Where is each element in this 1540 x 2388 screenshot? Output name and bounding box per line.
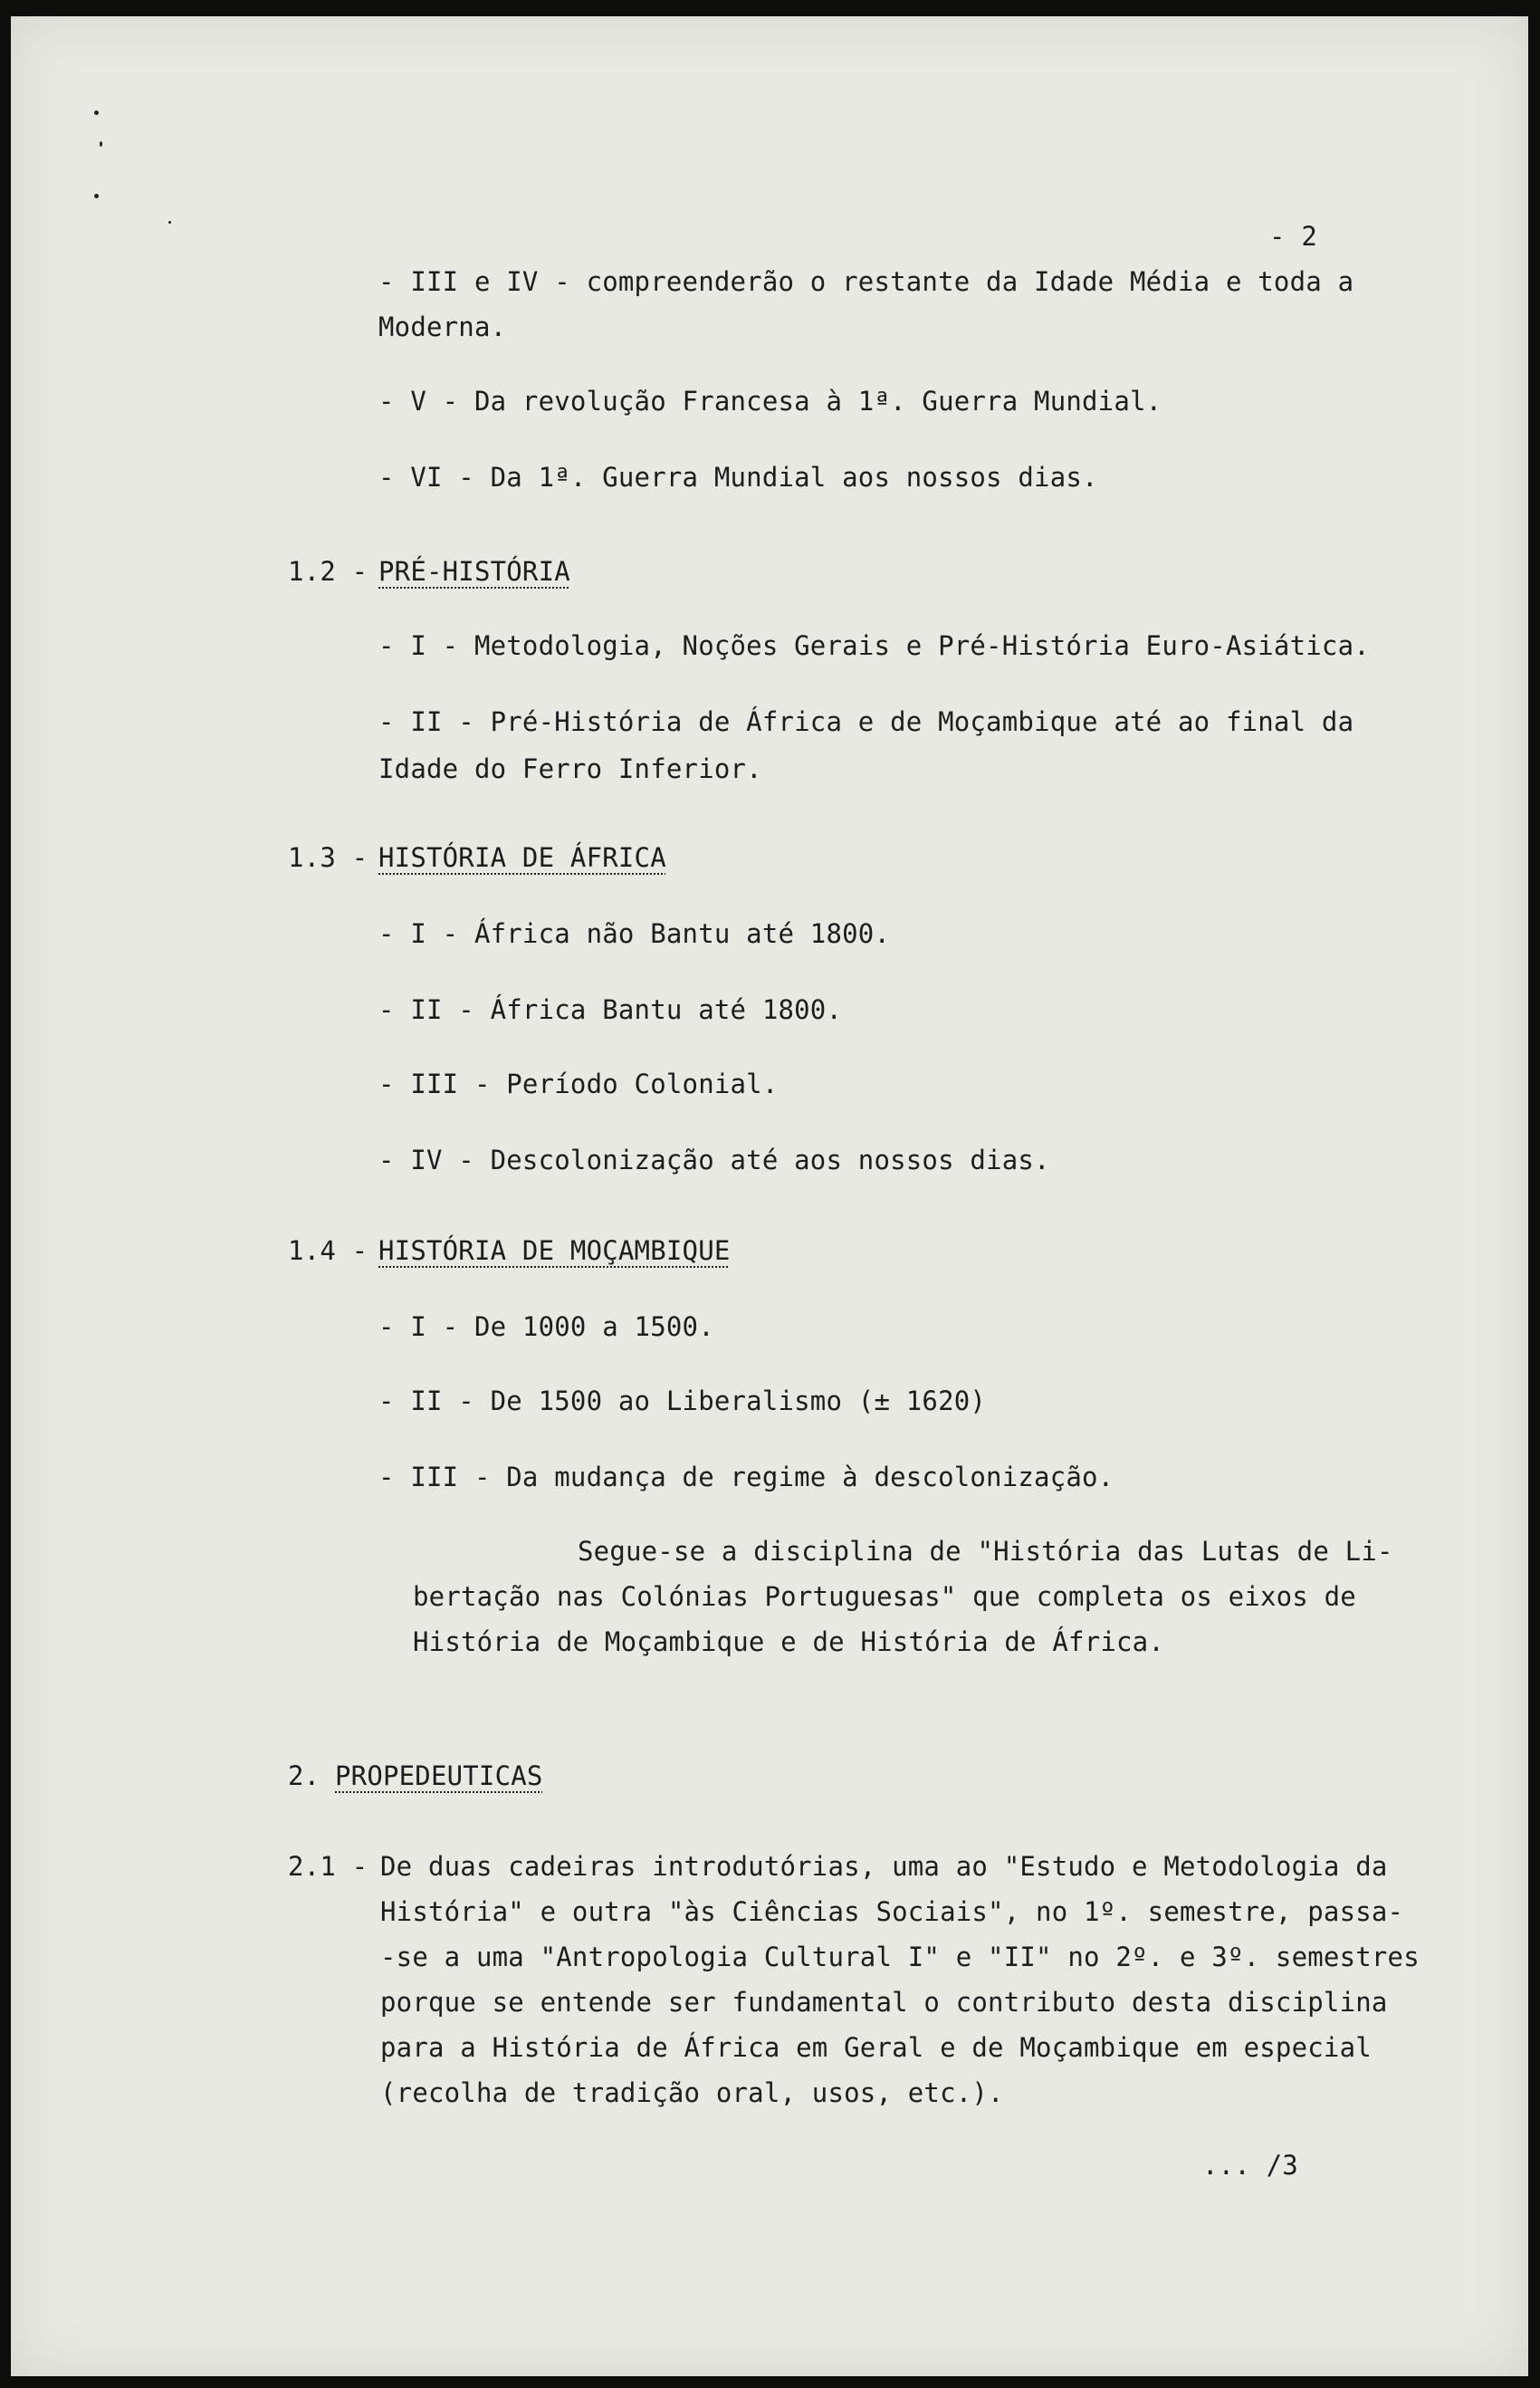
list-item: - II - De 1500 ao Liberalismo (± 1620): [378, 1386, 987, 1416]
list-item: - III - Período Colonial.: [378, 1069, 779, 1099]
paragraph-line: -se a uma "Antropologia Cultural I" e "II" no 2º. e 3º. semestres: [380, 1942, 1420, 1972]
paragraph-line: (recolha de tradição oral, usos, etc.).: [380, 2077, 1004, 2108]
page-number: - 2: [1269, 221, 1317, 252]
section-heading: HISTÓRIA DE ÁFRICA: [378, 842, 666, 873]
paragraph-line: Segue-se a disciplina de "História das Lutas de Li-: [578, 1536, 1393, 1567]
section-heading: PROPEDEUTICAS: [335, 1760, 543, 1791]
paragraph-line: História de Moçambique e de História de África.: [413, 1626, 1164, 1657]
list-item: - IV - Descolonização até aos nossos dias.: [378, 1145, 1050, 1175]
paragraph-line: História" e outra "às Ciências Sociais", no 1º. semestre, passa-: [380, 1896, 1404, 1927]
text-line: - III e IV - compreenderão o restante da Idade Média e toda a: [378, 266, 1354, 297]
list-item: - II - África Bantu até 1800.: [378, 994, 843, 1025]
list-item: Idade do Ferro Inferior.: [378, 753, 762, 784]
paragraph-line: De duas cadeiras introdutórias, uma ao "Estudo e Metodologia da: [380, 1851, 1388, 1882]
list-item: - III - Da mudança de regime à descolonização.: [378, 1462, 1114, 1492]
list-item: - I - África não Bantu até 1800.: [378, 918, 891, 949]
text-line: - VI - Da 1ª. Guerra Mundial aos nossos dias.: [378, 462, 1098, 493]
list-item: - II - Pré-História de África e de Moçambique até ao final da: [378, 706, 1354, 737]
paper-speck: [94, 110, 99, 115]
list-item: - I - De 1000 a 1500.: [378, 1311, 714, 1342]
document-page: [11, 16, 1528, 2376]
paper-speck: [168, 221, 171, 224]
paper-speck: [94, 194, 99, 198]
section-heading: PRÉ-HISTÓRIA: [378, 556, 570, 587]
section-number: 1.3 -: [288, 842, 368, 873]
continuation-marker: ... /3: [1202, 2150, 1298, 2181]
section-number: 1.4 -: [288, 1235, 368, 1266]
paragraph-line: para a História de África em Geral e de Moçambique em especial: [380, 2032, 1372, 2063]
section-number: 1.2 -: [288, 556, 368, 587]
text-line: Moderna.: [378, 312, 507, 342]
paragraph-line: bertação nas Colónias Portuguesas" que completa os eixos de: [413, 1581, 1356, 1612]
paper-speck: [100, 141, 102, 147]
paragraph-line: porque se entende ser fundamental o contributo desta disciplina: [380, 1987, 1388, 2018]
section-number: 2.1 -: [288, 1851, 368, 1882]
list-item: - I - Metodologia, Noções Gerais e Pré-História Euro-Asiática.: [378, 630, 1370, 661]
section-number: 2.: [288, 1760, 320, 1791]
section-heading: HISTÓRIA DE MOÇAMBIQUE: [378, 1235, 731, 1266]
text-line: - V - Da revolução Francesa à 1ª. Guerra Mundial.: [378, 386, 1162, 417]
